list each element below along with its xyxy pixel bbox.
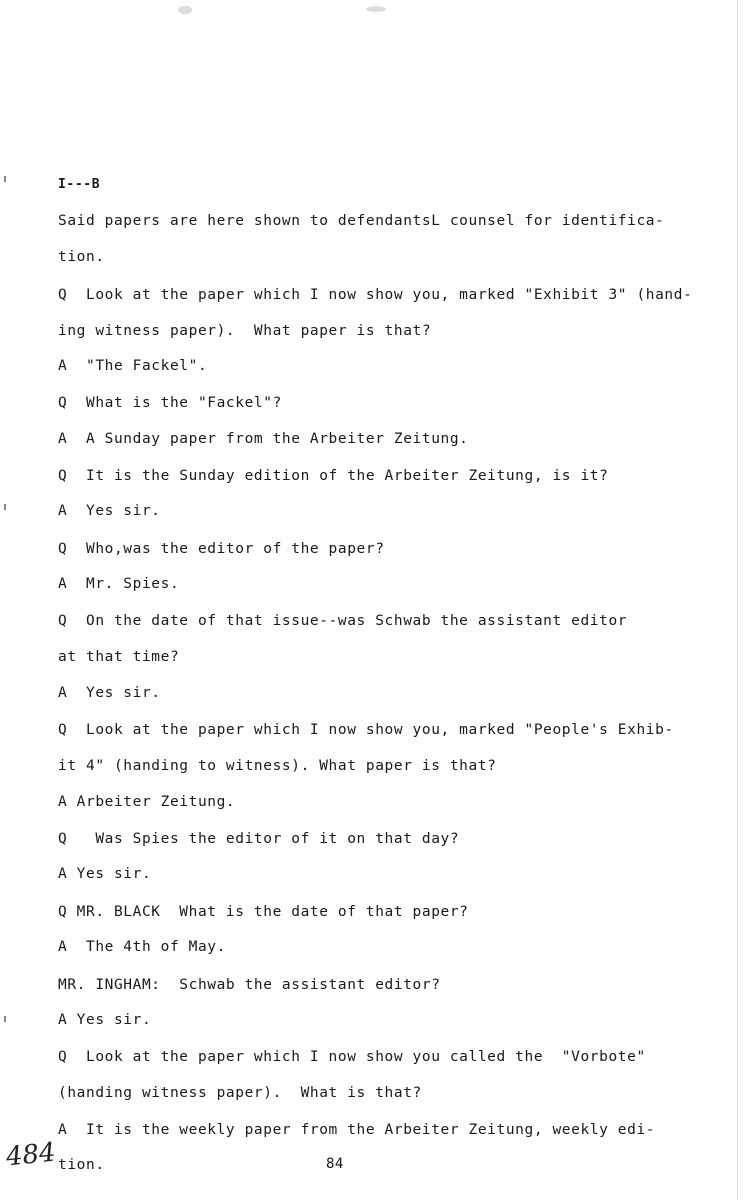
transcript-line: A The 4th of May.	[58, 939, 226, 955]
transcript-line: A It is the weekly paper from the Arbeiter Zeitung, weekly edi-	[58, 1122, 656, 1138]
transcript-line: Q On the date of that issue--was Schwab the assistant editor	[58, 613, 628, 629]
transcript-line: A Yes sir.	[58, 1012, 152, 1028]
section-header: I---B	[58, 177, 101, 192]
transcript-line: Said papers are here shown to defendantsL counsel for identifica-	[58, 213, 665, 229]
transcript-line: A Mr. Spies.	[58, 576, 180, 592]
transcript-line: Q Look at the paper which I now show you, marked "Exhibit 3" (hand-	[58, 287, 693, 303]
transcript-line: Q Look at the paper which I now show you called the "Vorbote"	[58, 1049, 646, 1065]
transcript-line: Q What is the "Fackel"?	[58, 395, 282, 411]
transcript-line: at that time?	[58, 649, 180, 665]
handwritten-page-number: 484	[4, 1137, 58, 1173]
transcript-line: ing witness paper). What paper is that?	[58, 323, 432, 339]
page-edge-line	[737, 0, 738, 1200]
transcript-line: Q MR. BLACK What is the date of that paper?	[58, 904, 469, 920]
scan-smudge	[366, 6, 386, 12]
transcript-line: Q It is the Sunday edition of the Arbeiter Zeitung, is it?	[58, 468, 609, 484]
transcript-line: Q Was Spies the editor of it on that day?	[58, 831, 460, 847]
page-number: 84	[326, 1156, 344, 1172]
transcript-line: A Arbeiter Zeitung.	[58, 794, 236, 810]
transcript-line: A A Sunday paper from the Arbeiter Zeitung.	[58, 431, 469, 447]
transcript-line: tion.	[58, 1157, 105, 1173]
transcript-line: it 4" (handing to witness). What paper is that?	[58, 758, 497, 774]
binding-mark	[4, 1016, 6, 1022]
transcript-line: (handing witness paper). What is that?	[58, 1085, 422, 1101]
binding-mark	[4, 176, 6, 182]
transcript-line: A Yes sir.	[58, 866, 152, 882]
transcript-line: A Yes sir.	[58, 503, 161, 519]
transcript-line: A Yes sir.	[58, 685, 161, 701]
transcript-line: tion.	[58, 249, 105, 265]
binding-mark	[4, 504, 6, 510]
transcript-line: Q Who,was the editor of the paper?	[58, 541, 385, 557]
transcript-line: MR. INGHAM: Schwab the assistant editor?	[58, 977, 441, 993]
transcript-line: A "The Fackel".	[58, 358, 208, 374]
transcript-line: Q Look at the paper which I now show you, marked "People's Exhib-	[58, 722, 674, 738]
scan-smudge	[178, 6, 192, 14]
